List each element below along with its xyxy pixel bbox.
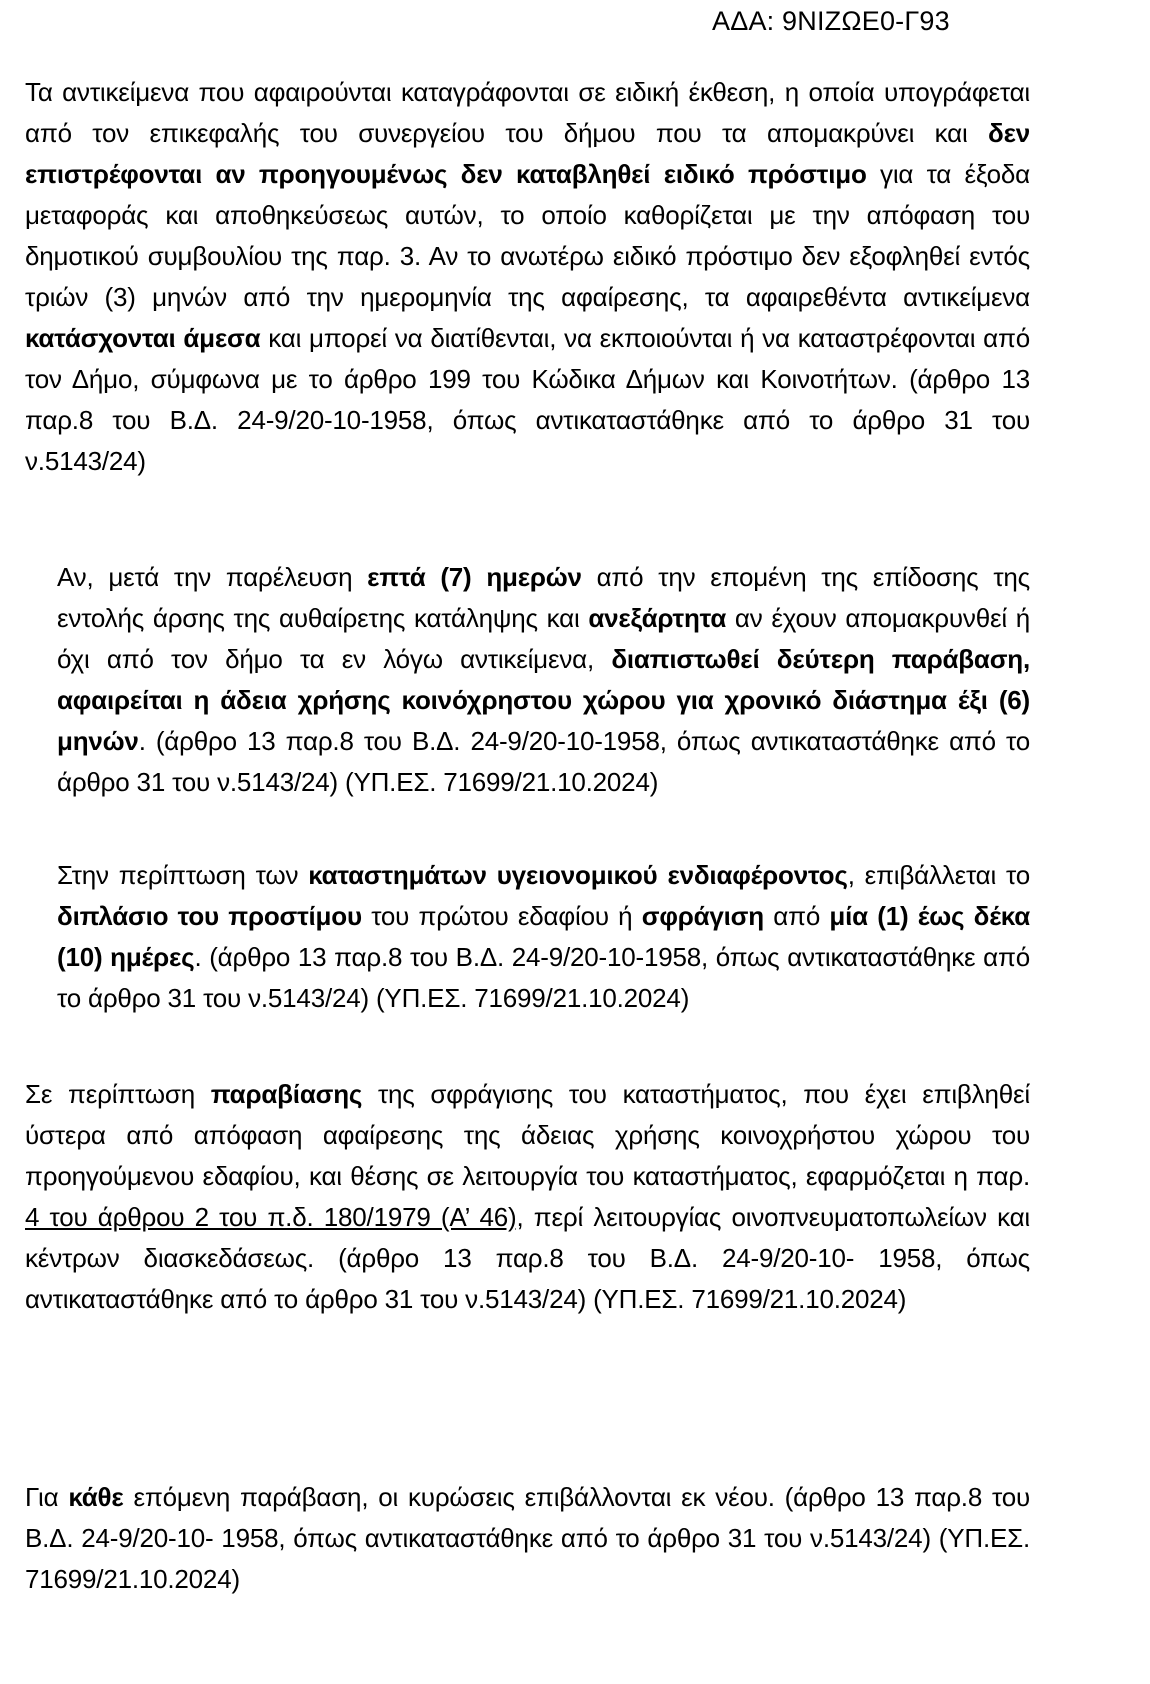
ada-identifier: ΑΔΑ: 9ΝΙΖΩΕ0-Γ93 — [712, 6, 950, 36]
text-run: Σε περίπτωση — [25, 1079, 211, 1109]
paragraph-seal-violation — [25, 1074, 1030, 1320]
text-run: Τα αντικείμενα που αφαιρούνται καταγράφονται σε ειδική έκθεση, η οποία υπογράφεται από τον επικεφαλής του συνεργείου του δήμου που τα απομακρύνει και — [25, 77, 1030, 148]
document-body — [25, 0, 1030, 1600]
text-run: για τα έξοδα μεταφοράς και αποθηκεύσεως αυτών, το οποίο καθορίζεται με την απόφαση του δημοτικού συμβουλίου της παρ. 3. Αν το ανωτέρω ειδικό πρόστιμο δεν εξοφληθεί εντός τριών (3) μηνών από την ημερομηνία της αφαίρεσης, τα αφαιρεθέντα αντικείμενα — [25, 159, 1031, 312]
text-run: Για — [25, 1482, 69, 1512]
text-run: αν έχουν απομακρυνθεί ή όχι από τον δήμο τα εν λόγω αντικείμενα, — [57, 603, 1030, 674]
text-run: κάθε — [68, 1482, 124, 1512]
text-run: διπλάσιο του προστίμου — [57, 901, 362, 931]
text-run: διαπιστωθεί δεύτερη παράβαση, αφαιρείται η άδεια χρήσης κοινόχρηστου χώρου για χρονικό διάστημα έξι (6) μηνών — [57, 644, 1030, 756]
text-run: επτά (7) ημερών — [367, 562, 582, 592]
text-run: της σφράγισης του καταστήματος, που έχει επιβληθεί ύστερα από απόφαση αφαίρεσης της άδειας χρήσης κοινοχρήστου χώρου του προηγούμενου εδαφίου, και θέσης σε λειτουργία του καταστήματος, εφαρμόζεται η παρ. — [25, 1079, 1030, 1191]
text-run: . (άρθρο 13 παρ.8 του Β.Δ. 24-9/20-10-1958, όπως αντικαταστάθηκε από το άρθρο 31 του ν.5143/24) (ΥΠ.ΕΣ. 71699/21.10.2024) — [57, 726, 1030, 797]
text-run: κατάσχονται άμεσα — [25, 323, 261, 353]
text-run: σφράγιση — [641, 901, 764, 931]
text-run: περί λειτουργίας οινοπνευματοπωλείων και κέντρων διασκεδάσεως. (άρθρο 13 παρ.8 του Β.Δ. 24-9/20-10- 1958, όπως αντικαταστάθηκε από το άρθρο 31 του ν.5143/24) (ΥΠ.ΕΣ. 71699/21.10.2024) — [25, 1202, 1030, 1314]
text-run: καταστημάτων υγειονομικού ενδιαφέροντος — [308, 860, 848, 890]
paragraph-seven-days-second-violation — [57, 557, 1030, 803]
text-run: . (άρθρο 13 παρ.8 του Β.Δ. 24-9/20-10-1958, όπως αντικαταστάθηκε από το άρθρο 31 του ν.5143/24) (ΥΠ.ΕΣ. 71699/21.10.2024) — [57, 942, 1030, 1013]
text-run: , επιβάλλεται το — [847, 860, 1031, 890]
text-run: του πρώτου εδαφίου ή — [361, 901, 642, 931]
text-run: από την επομένη της επίδοσης της εντολής άρσης της αυθαίρετης κατάληψης και — [57, 562, 1030, 633]
text-run: επόμενη παράβαση, οι κυρώσεις επιβάλλονται εκ νέου. (άρθρο 13 παρ.8 του Β.Δ. 24-9/20-10- 1958, όπως αντικαταστάθηκε από το άρθρο 31 του ν.5143/24) (ΥΠ.ΕΣ. 71699/21.10.2024) — [25, 1482, 1030, 1594]
text-run: μία (1) έως δέκα (10) ημέρες — [57, 901, 1030, 972]
paragraph-health-interest-shops — [57, 855, 1030, 1019]
text-run: από — [763, 901, 830, 931]
text-run: και μπορεί να διατίθενται, να εκποιούνται ή να καταστρέφονται από τον Δήμο, σύμφωνα με το άρθρο 199 του Κώδικα Δήμων και Κοινοτήτων. (άρθρο 13 παρ.8 του Β.Δ. 24-9/20-10-1958, όπως αντικαταστάθηκε από το άρθρο 31 του ν.5143/24) — [25, 323, 1030, 476]
text-run: παραβίασης — [210, 1079, 363, 1109]
text-run: Στην περίπτωση των — [57, 860, 309, 890]
paragraph-repeat-violation — [25, 1477, 1030, 1600]
paragraph-removal-of-objects — [25, 72, 1030, 482]
text-run: δεν επιστρέφονται αν προηγουμένως δεν καταβληθεί ειδικό πρόστιμο — [25, 118, 1030, 189]
text-run: 4 του άρθρου 2 του π.δ. 180/1979 (Α’ 46), — [25, 1202, 524, 1232]
text-run: Αν, μετά την παρέλευση — [57, 562, 368, 592]
text-run: ανεξάρτητα — [588, 603, 727, 633]
